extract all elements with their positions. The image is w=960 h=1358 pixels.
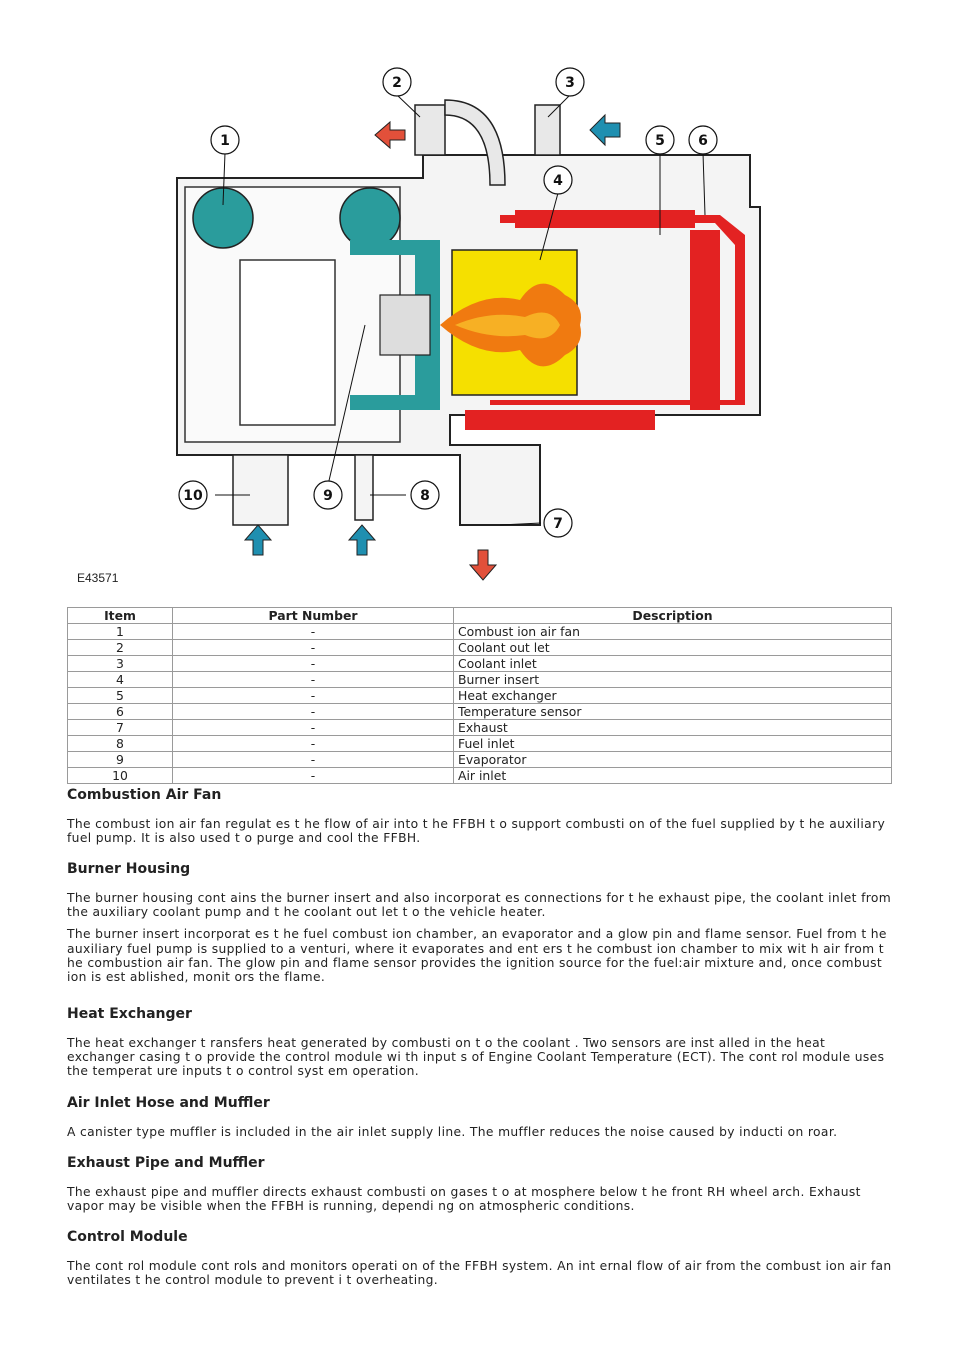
heat-exchanger-right: [690, 230, 720, 410]
table-header-row: [68, 608, 892, 624]
cell-part-number: -: [173, 656, 454, 672]
coolant-inlet-pipe: [535, 105, 560, 155]
section-heading: Combustion Air Fan: [67, 787, 222, 803]
callout-4: [544, 166, 572, 194]
cell-description: Coolant inlet: [454, 656, 892, 672]
parts-table: [67, 607, 892, 784]
air-inlet-pipe: [233, 455, 288, 525]
cell-part-number: -: [173, 720, 454, 736]
fan-rotor-right: [340, 188, 400, 248]
svg-text:4: 4: [553, 173, 563, 189]
callout-6: [689, 126, 717, 154]
table-row: [68, 720, 892, 736]
section-air-inlet-hose: [67, 1095, 893, 1139]
section-paragraph: The exhaust pipe and muffler directs exhaust combusti on gases t o at mosphere below t he front RH wheel arch. Exhaust vapor may be visible when the FFBH is running, dependi ng on atmospheric conditions.: [67, 1185, 861, 1214]
heat-exchanger-upper: [515, 210, 695, 228]
cell-description: Fuel inlet: [454, 736, 892, 752]
callout-9: [314, 481, 342, 509]
ffbh-cutaway-diagram: [60, 55, 900, 595]
section-heading: Burner Housing: [67, 861, 191, 877]
section-heading: Exhaust Pipe and Muffler: [67, 1155, 265, 1171]
cell-part-number: -: [173, 704, 454, 720]
callout-10: [179, 481, 207, 509]
cell-item: 7: [68, 720, 173, 736]
cell-item: 5: [68, 688, 173, 704]
svg-text:8: 8: [420, 488, 430, 504]
table-row: [68, 704, 892, 720]
section-exhaust-pipe: [67, 1155, 893, 1213]
exhaust-arrow-icon: [470, 550, 496, 580]
cell-description: Exhaust: [454, 720, 892, 736]
cell-part-number: -: [173, 672, 454, 688]
cell-item: 10: [68, 768, 173, 784]
cell-description: Coolant out let: [454, 640, 892, 656]
svg-text:10: 10: [183, 488, 203, 504]
cell-description: Combust ion air fan: [454, 624, 892, 640]
section-paragraph: The cont rol module cont rols and monitors operati on of the FFBH system. An int ernal flow of air from the combust ion air fan ventilates t he control module to prevent i t overheating.: [67, 1259, 892, 1288]
cell-item: 6: [68, 704, 173, 720]
cell-part-number: -: [173, 768, 454, 784]
svg-text:3: 3: [565, 75, 575, 91]
section-burner-housing: [67, 861, 893, 984]
cell-description: Evaporator: [454, 752, 892, 768]
callout-2: [383, 68, 411, 96]
cell-part-number: -: [173, 688, 454, 704]
column-header-part-number: Part Number: [173, 608, 454, 624]
coolant-outlet-pipe: [415, 105, 445, 155]
figure-id: E43571: [77, 571, 119, 585]
callout-1: [211, 126, 239, 154]
coolant-inlet-arrow-icon: [590, 115, 620, 145]
cell-description: Heat exchanger: [454, 688, 892, 704]
callout-3: [556, 68, 584, 96]
cell-item: 2: [68, 640, 173, 656]
section-paragraph: The combust ion air fan regulat es t he flow of air into t he FFBH t o support combusti on of the fuel supplied by t he auxiliary fuel pump. It is also used t o purge and cool the FFBH.: [67, 817, 886, 846]
coolant-outlet-arrow-icon: [375, 122, 405, 148]
table-row: [68, 688, 892, 704]
section-heading: Control Module: [67, 1229, 188, 1245]
table-row: [68, 624, 892, 640]
heat-exchanger-lower: [465, 410, 655, 430]
section-heading: Heat Exchanger: [67, 1006, 192, 1022]
cell-item: 4: [68, 672, 173, 688]
callout-5: [646, 126, 674, 154]
table-row: [68, 736, 892, 752]
cell-description: Burner insert: [454, 672, 892, 688]
section-paragraph: The burner insert incorporat es t he fuel combust ion chamber, an evaporator and a glow pin and flame sensor. Fuel from t he auxiliary fuel pump is supplied to a venturi, where it evaporates and ent ers t he combust ion chamber to mix wit h air from t he combustion air fan. The glow pin and flame sensor provides the ignition source for the fuel:air mixture and, once combust ion is est ablished, monit ors the flame.: [67, 927, 887, 985]
cell-description: Temperature sensor: [454, 704, 892, 720]
fuel-inlet-arrow-icon: [349, 525, 375, 555]
cell-part-number: -: [173, 624, 454, 640]
cell-part-number: -: [173, 752, 454, 768]
section-paragraph: The heat exchanger t ransfers heat generated by combusti on t o the coolant . Two sensors are inst alled in the heat exchanger casing t o provide the control module wi th input s of Engine Coolant Temperature (ECT). The cont rol module uses the temperat ure inputs t o control syst em operation.: [67, 1036, 885, 1079]
svg-text:1: 1: [220, 133, 230, 149]
evaporator: [380, 295, 430, 355]
cell-item: 3: [68, 656, 173, 672]
section-combustion-air-fan: [67, 787, 893, 845]
svg-text:7: 7: [553, 516, 563, 532]
svg-text:9: 9: [323, 488, 333, 504]
table-row: [68, 768, 892, 784]
cell-item: 8: [68, 736, 173, 752]
section-paragraph: The burner housing cont ains the burner insert and also incorporat es connections for t he exhaust pipe, the coolant inlet from the auxiliary coolant pump and t he coolant out let t o the vehicle heater.: [67, 891, 892, 920]
column-header-item: Item: [68, 608, 173, 624]
cell-item: 9: [68, 752, 173, 768]
section-heat-exchanger: [67, 1006, 893, 1079]
svg-text:6: 6: [698, 133, 708, 149]
column-header-description: Description: [454, 608, 892, 624]
cell-part-number: -: [173, 736, 454, 752]
cell-description: Air inlet: [454, 768, 892, 784]
section-control-module: [67, 1229, 893, 1287]
air-inlet-arrow-icon: [245, 525, 271, 555]
svg-text:5: 5: [655, 133, 665, 149]
cell-part-number: -: [173, 640, 454, 656]
table-row: [68, 656, 892, 672]
fuel-inlet-pipe: [355, 455, 373, 520]
cell-item: 1: [68, 624, 173, 640]
table-row: [68, 640, 892, 656]
callout-8: [411, 481, 439, 509]
table-row: [68, 752, 892, 768]
section-paragraph: A canister type muffler is included in the air inlet supply line. The muffler reduces the noise caused by inducti on roar.: [67, 1125, 838, 1139]
section-heading: Air Inlet Hose and Muffler: [67, 1095, 270, 1111]
control-module: [240, 260, 335, 425]
table-row: [68, 672, 892, 688]
callout-7: [544, 509, 572, 537]
svg-text:2: 2: [392, 75, 402, 91]
